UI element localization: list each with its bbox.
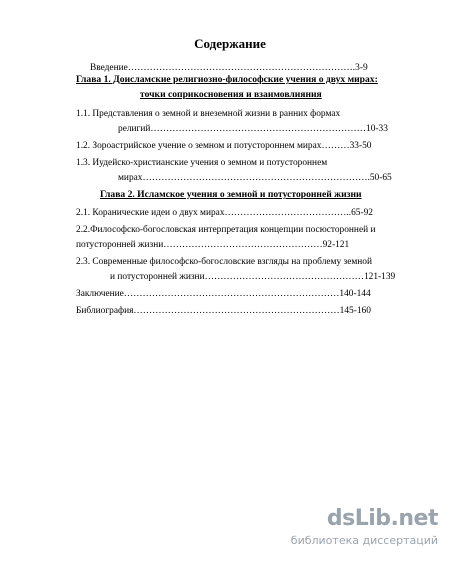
toc-entry-introduction: Введение……………………………………………………………….3-9 [90,63,368,73]
toc-entry-2-2-cont: потусторонней жизни……………………………………………92-121 [76,240,350,250]
toc-entry-1-3-cont: мирах……………………………………………………………….50-65 [118,173,392,183]
toc-title: Содержание [194,36,266,51]
toc-entry-2-2: 2.2.Философско-богословская интерпретация концепции посюсторонней и [76,225,376,235]
toc-chapter-2-title: Глава 2. Исламское учения о земной и потусторонней жизни [100,189,362,200]
toc-entry-conclusion: Заключение……………………………………………………………140-144 [76,289,371,299]
toc-entry-1-2: 1.2. Зороастрийское учение о земном и потустороннем мирах………33-50 [76,141,372,151]
site-watermark [278,506,438,548]
site-tagline: библиотека диссертаций [290,534,438,547]
toc-entry-1-1: 1.1. Представления о земной и внеземной жизни в ранних формах [76,109,341,119]
toc-entry-1-3: 1.3. Иудейско-христианские учения о земном и потустороннем [76,158,328,168]
toc-entry-2-3: 2.3. Современные философско-богословские взгляды на проблему земной [76,257,373,267]
toc-chapter-1-subtitle: точки соприкосновения и взаимовлияния [140,89,322,100]
site-logo: dsLib.net [326,506,438,531]
toc-entry-1-1-cont: религий……………………………………………………………10-33 [118,124,388,134]
toc-entry-2-3-cont: и потусторонней жизни……………………………………………121-139 [110,272,396,282]
toc-entry-2-1: 2.1. Коранические идеи о двух мирах…………………………………..65-92 [76,208,373,218]
toc-entry-bibliography: Библиография…………………………………………………………145-160 [76,306,371,316]
toc-chapter-1-title: Глава 1. Доисламские религиозно-философские учения о двух мирах: [76,74,378,85]
